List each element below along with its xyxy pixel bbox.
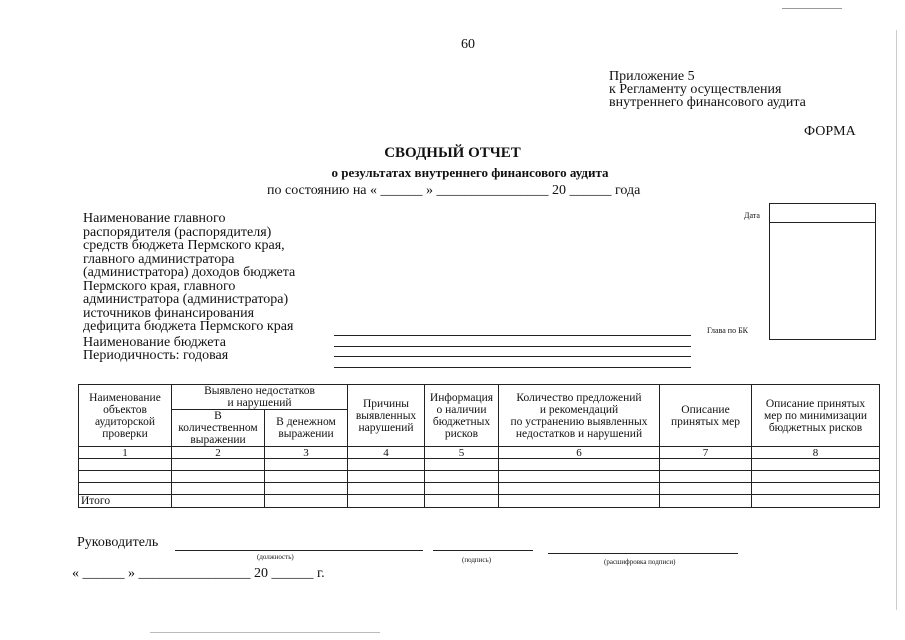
table-cell[interactable] xyxy=(425,483,499,495)
table-cell[interactable] xyxy=(425,471,499,483)
table-cell[interactable] xyxy=(499,471,660,483)
decode-line xyxy=(548,553,738,554)
column-number: 4 xyxy=(348,447,425,459)
header-cell: Наименование объектов аудиторской проверки xyxy=(79,385,172,447)
appendix-line: Приложение 5 xyxy=(609,69,695,84)
table-cell[interactable] xyxy=(348,459,425,471)
organization-label-line: (администратора) доходов бюджета xyxy=(83,265,296,280)
total-label: Итого xyxy=(79,495,172,508)
position-caption: (должность) xyxy=(257,553,294,561)
scan-mark xyxy=(150,632,380,633)
budget-fill-line xyxy=(334,346,691,347)
table-row xyxy=(79,471,880,483)
appendix-line: внутреннего финансового аудита xyxy=(609,95,806,110)
decode-caption: (расшифровка подписи) xyxy=(604,558,676,566)
budget-info xyxy=(83,336,228,362)
appendix-reference xyxy=(609,70,806,109)
table-cell[interactable] xyxy=(499,459,660,471)
table-header-row xyxy=(79,385,880,410)
total-row xyxy=(79,495,880,508)
table-cell[interactable] xyxy=(79,459,172,471)
header-cell: Выявлено недостатков и нарушений xyxy=(172,385,348,410)
column-number: 6 xyxy=(499,447,660,459)
organization-label-line: администратора (администратора) xyxy=(83,292,289,307)
document-subtitle: о результатах внутреннего финансового аудита xyxy=(331,165,609,180)
table-cell[interactable] xyxy=(660,483,752,495)
header-cell: Описание принятых мер по минимизации бюджетных рисков xyxy=(752,385,880,447)
table-cell[interactable] xyxy=(499,483,660,495)
table-cell[interactable] xyxy=(172,483,265,495)
table-cell[interactable] xyxy=(660,471,752,483)
head-label: Руководитель xyxy=(77,535,159,550)
table-cell[interactable] xyxy=(79,483,172,495)
signature-date-line: « ______ » ________________ 20 ______ г. xyxy=(72,566,325,581)
as-of-date-line: по состоянию на « ______ » ________________ 20 ______ года xyxy=(267,183,641,198)
position-line xyxy=(175,550,423,551)
organization-label-line: дефицита бюджета Пермского края xyxy=(83,319,294,334)
organization-label-line: средств бюджета Пермского края, xyxy=(83,238,285,253)
column-number: 7 xyxy=(660,447,752,459)
table-cell[interactable] xyxy=(348,483,425,495)
column-number: 3 xyxy=(265,447,348,459)
organization-label xyxy=(83,212,295,334)
organization-label-line: Пермского края, главного xyxy=(83,278,236,294)
table-cell[interactable] xyxy=(172,471,265,483)
organization-label-line: Наименование главного xyxy=(83,211,226,226)
header-cell: Причины выявленных нарушений xyxy=(348,385,425,447)
signature-line xyxy=(433,550,533,551)
table-cell[interactable] xyxy=(752,495,880,508)
table-cell[interactable] xyxy=(425,495,499,508)
page-number: 60 xyxy=(461,37,475,52)
scan-mark xyxy=(896,30,897,610)
organization-label-line: распорядителя (распорядителя) xyxy=(83,224,272,240)
table-cell[interactable] xyxy=(265,495,348,508)
table-row xyxy=(79,483,880,495)
report-table xyxy=(78,384,880,508)
table-cell[interactable] xyxy=(425,459,499,471)
table-cell[interactable] xyxy=(660,459,752,471)
extra-fill-line xyxy=(334,367,691,368)
scan-mark xyxy=(782,8,842,9)
periodicity-label: Периодичность: годовая xyxy=(83,348,229,363)
column-number: 2 xyxy=(172,447,265,459)
chapter-code-label: Глава по БК xyxy=(707,326,748,335)
column-number: 8 xyxy=(752,447,880,459)
table-cell[interactable] xyxy=(172,495,265,508)
document-title: СВОДНЫЙ ОТЧЕТ xyxy=(384,145,521,161)
table-cell[interactable] xyxy=(752,459,880,471)
table-cell[interactable] xyxy=(348,471,425,483)
organization-label-line: главного администратора xyxy=(83,251,235,267)
table-cell[interactable] xyxy=(499,495,660,508)
column-number-row xyxy=(79,447,880,459)
organization-label-line: источников финансирования xyxy=(83,305,255,321)
column-number: 1 xyxy=(79,447,172,459)
codes-box xyxy=(769,203,876,340)
form-label: ФОРМА xyxy=(804,124,856,139)
table-cell[interactable] xyxy=(348,495,425,508)
table-row xyxy=(79,459,880,471)
table-cell[interactable] xyxy=(79,471,172,483)
signature-caption: (подпись) xyxy=(462,556,492,564)
table-cell[interactable] xyxy=(752,471,880,483)
periodicity-fill-line xyxy=(334,356,691,357)
header-cell: В денежном выражении xyxy=(265,410,348,447)
header-cell: В количественном выражении xyxy=(172,410,265,447)
table-cell[interactable] xyxy=(265,471,348,483)
column-number: 5 xyxy=(425,447,499,459)
appendix-line: к Регламенту осуществления xyxy=(609,82,782,97)
table-cell[interactable] xyxy=(265,483,348,495)
header-cell: Описание принятых мер xyxy=(660,385,752,447)
table-cell[interactable] xyxy=(265,459,348,471)
header-cell: Количество предложений и рекомендаций по устранению выявленных недостатков и нарушений xyxy=(499,385,660,447)
codes-box-divider xyxy=(770,222,875,223)
table-cell[interactable] xyxy=(172,459,265,471)
table-cell[interactable] xyxy=(752,483,880,495)
table-cell[interactable] xyxy=(660,495,752,508)
header-cell: Информация о наличии бюджетных рисков xyxy=(425,385,499,447)
date-code-label: Дата xyxy=(744,211,760,220)
organization-fill-line xyxy=(334,335,691,336)
budget-name-label: Наименование бюджета xyxy=(83,335,226,350)
